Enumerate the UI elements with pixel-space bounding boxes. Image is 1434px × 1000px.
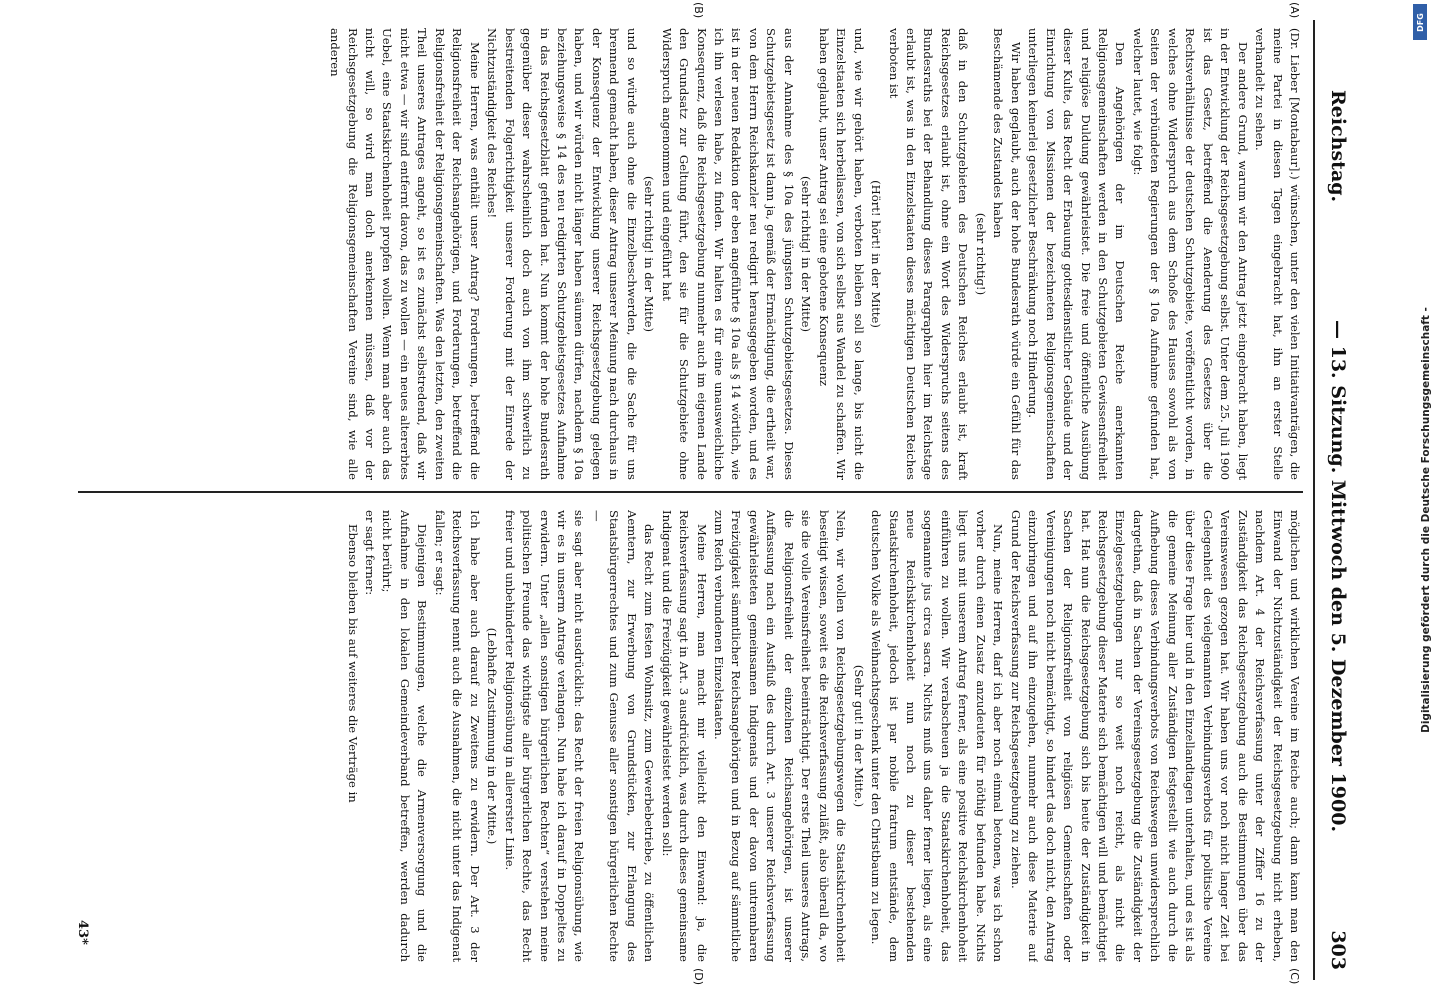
left-column-paragraph: Der andere Grund, warum wir den Antrag jetzt eingebracht haben, liegt in der Entwicklung der Reichsgesetzgebung selbst. Unter dem 25. Juli 1900 ist das Gesetz, betreffend die Aenderung des Gesetzes über die Rechtsverhältnisse der deutschen Schutzgebiete, veröffentlicht worden, in welches ohne Widerspruch aus dem Schoße des Hauses sowohl als von Seiten der verbündeten Regierungen der § 10a Aufnahme gefunden hat, welcher lautet, wie folgt: [1130, 28, 1250, 480]
header-center: — 13. Sitzung. Mittwoch den 5. Dezember 1900. [1327, 320, 1349, 833]
right-column-paragraph: das Recht zum festen Wohnsitz, zum Gewerbebetriebe, zu öffentlichen Aemtern, zur Erwerbung von Grundstücken, zur Erlangung des Staatsbürgerrechtes und zum Genusse aller sonstigen bürgerlichen Rechte — [589, 510, 657, 962]
margin-mark-a: (A) [1288, 2, 1301, 19]
page-number: 303 [1327, 930, 1349, 970]
margin-mark-c: (C) [1288, 968, 1301, 985]
right-column-paragraph: Meine Herren, man macht mir vielleicht den Einwand: ja, die Reichsverfassung sagt in Art. 3 ausdrücklich, was durch dieses gemeinsame Indigenat und die Freizügigkeit gewährleistet werden soll: [659, 510, 709, 962]
right-column-paragraph: sie sagt aber nicht ausdrücklich: das Recht der freien Religionsübung, wie wir es in unserm Antrage verlangen. Nun habe ich darauf in Doppeltes zu erwidern. Unter „allen sonstigen bürgerlichen Rechten“ verstehen meine politischen Freunde das wichtigste aller bürgerlichen Rechte, das Recht freier und unbehinderter Religionsübung in allererster Linie. [502, 510, 587, 962]
right-column [78, 510, 1303, 962]
left-column-paragraph: aus der Annahme des § 10a des jüngsten Schutzgebietsgesetzes. Dieses Schutzgebietsgesetz ist dann ja, gemäß der Ermächtigung, die ertheilt war, von dem Herrn Reichskanzler neu redigirt herausgegeben worden, und es ist in der neuen Redaktion der eben angeführte § 10a als § 14 wörtlich, wie ich ihn verlesen habe, zu finden. Wir halten es für eine unausweichliche Konsequenz, daß die Reichsgesetzgebung nunmehr auch im eigenen Lande den Grundsatz zur Geltung führt, den sie für die Schutzgebiete ohne Widerspruch angenommen und eingeführt hat [659, 28, 796, 480]
left-column-interjection: (Hört! hört! in der Mitte) [869, 180, 884, 328]
left-column-interjection: (sehr richtig! in der Mitte) [799, 175, 814, 333]
right-column-paragraph: möglichen und wirklichen Vereine im Reiche auch; dann kann man den Einwand der Nichtzuständigkeit der Reichsgesetzgebung nicht erheben, nachdem Art. 4 der Reichsverfassung unter der Ziffer 16 zu der Zuständigkeit das Reichsgesetzgebung auch die Bestimmungen über das Vereinswesen gezogen hat. Wir haben uns vor noch nicht langer Zeit bei Gelegenheit des vielgenannten Verbindungsverbots für politische Vereine über diese Frage hier und in den Einzellandtagen unterhalten, und es ist als die gemeine Meinung aller Zuständigen festgestellt wie auch durch die Aufhebung dieses Verbindungsverbots von Reichswegen unwidersprechlich dargethan, daß in Sachen der Vereinsgesetzgebung die Zuständigkeit der Einzelgesetzgebungen nur so weit noch reicht, als nicht die Reichsgesetzgebung dieser Materie sich bemächtigen will und bemächtiget hat. Hat nun die Reichsgesetzgebung sich bis heute der Zuständigkeit in Sachen der Religionsfreiheit von religiösen Gemeinschaften oder Vereinigungen noch nicht bemächtigt, so hindert das doch nicht, den Antrag einzubringen und auf ihn einzugehen, nunmehr auch diese Materie auf Grund der Reichsverfassung zur Reichsgesetzgebung zu ziehen. [1008, 510, 1302, 962]
header-rule [1313, 20, 1315, 980]
left-column-paragraph: und so würde auch ohne die Einzelbeschwerden, die die Sache für uns brennend gemacht haben, dieser Antrag unserer Meinung nach durchaus in der Konsequenz der Entwicklung unserer Reichsgesetzgebung gelegen haben, und wir würden nicht länger haben säumen dürfen, nachdem § 10a beziehungsweise § 14 des neu redigirten Schutzgebietsgesetzes Aufnahme in das Reichsgesetzblatt gefunden hat. Nun kommt der hohe Bundesrath gegenüber dieser wahrscheinlich doch auch von ihm schwerlich zu bestreitenden Folgerichtigkeit unserer Forderung mit der Einrede der Nichtzuständigkeit des Reiches! [485, 28, 639, 480]
right-column-interjection: (Sehr gut! in der Mitte.) [851, 664, 866, 808]
right-column-paragraph: Diejenigen Bestimmungen, welche die Armenversorgung und die Aufnahme in den lokalen Gemeindeverband betreffen, werden dadurch nicht berührt; [380, 510, 430, 962]
right-column-paragraph: er sagt ferner: [362, 510, 377, 596]
margin-mark-b: (B) [692, 2, 705, 19]
left-column-paragraph: Meine Herren, was enthält unser Antrag? Forderungen, betreffend die Religionsfreiheit der Reichsangehörigen, und Forderungen, betreffend die Religionsfreiheit der Religionsgemeinschaften. Was den letzten, den zweiten Theil unseres Antrages angeht, so ist es zunächst selbstredend, daß wir nicht etwa — wir sind entfernt davon, das zu wollen — ein neues altererbtes Uebel, eine Staatskirchenhoheit propfen wollen. Wenn man aber auch das nicht will, so wird man doch anerkennen müssen, daß vor der Reichsgesetzgebung die Religionsgemeinschaften Vereine sind, wie alle anderen [328, 28, 482, 480]
digitization-credit-text: Digitalisierung gefördert durch die Deutsche Forschungsgemeinschaft - [1420, 307, 1432, 733]
left-column-interjection: (sehr richtig!) [973, 212, 988, 296]
left-column-paragraph: (Dr. Lieber [Montabaur].) wünschen, unter den vielen Initiativanträgen, die meine Partei in diesen Tagen eingebracht hat, ihn an erster Stelle verhandelt zu sehen. [1253, 28, 1302, 480]
right-column-paragraph: Ebenso bleiben bis auf weiteres die Verträge in [345, 524, 360, 803]
running-head [1319, 20, 1357, 980]
dfg-logo [1413, 4, 1427, 40]
right-column-paragraph: Ich habe aber auch darauf zu Zweitens zu erwidern. Der Art. 3 der Reichsverfassung nennt auch die Ausnahmen, die nicht unter das Indigenat fallen; er sagt: [432, 510, 482, 962]
right-column-paragraph: Nun, meine Herren, darf ich aber noch einmal betonen, was ich schon vorher durch einen Zusatz anzudeuten für nöthig befunden habe. Nichts liegt uns mit unserem Antrag ferner, als eine positive Reichskirchenhoheit einführen zu wollen. Wir verabscheuen ja die Staatskirchenhoheit, das sogenannte jus circa sacra. Nichts muß uns daher ferner liegen, als eine neue Reichskirchenhoheit nun noch zu dieser bestehenden Staatskirchenhoheit, jedoch ist par nobile fratrum entstände, dem deutschen Volke als Weihnachtsgeschenk unter den Christbaum zu legen. [869, 510, 1006, 962]
document-page [65, 0, 1365, 1000]
column-divider [78, 491, 1303, 493]
digitization-credit [1420, 307, 1432, 733]
left-column-paragraph: Den Angehörigen der im Deutschen Reiche anerkannten Religionsgemeinschaften werden in den Schutzgebieten Gewissensfreiheit und religiöse Duldung gewährleistet. Die freie und öffentliche Ausübung dieser Kulte, das Recht der Erbauung gottesdienstlicher Gebäude und der Einrichtung von Missionen der bezeichneten Religionsgemeinschaften unterliegen keinerlei gesetzlicher Beschränkung noch Hinderung. [1026, 28, 1128, 480]
right-column-paragraph: Nein, wir wollen von Reichsgesetzgebungswegen die Staatskirchenhoheit beseitigt wissen, soweit es die Reichsverfassung zuläßt, also überall da, wo sie die volle Vereinsfreiheit beeinträchtigt. Der erste Theil unseres Antrags, die Religionsfreiheit der einzelnen Reichsangehörigen, ist unserer Auffassung nach ein Ausfluß des durch Art. 3 unserer Reichsverfassung gewährleisteten gemeinsamen Indigenats und der davon untrennbaren Freizügigkeit sämmtlicher Reichsangehörigen und in Bezug auf sämmtliche zum Reich verbundenen Einzelstaaten. [712, 510, 849, 962]
signature-mark: 43* [75, 920, 90, 945]
right-column-interjection: (Lebhafte Zustimmung in der Mitte.) [485, 627, 500, 845]
left-column-interjection: (sehr richtig! in der Mitte) [642, 175, 657, 333]
left-column-paragraph: und, wie wir gehört haben, verboten bleiben soll so lange, bis nicht die Einzelstaaten sich herbeilassen, von sich selbst aus Wandel zu schaffen. Wir haben geglaubt, unser Antrag sei eine gebotene Konsequenz [816, 28, 866, 480]
left-column [78, 28, 1303, 480]
header-left: Reichstag. [1327, 90, 1349, 203]
left-column-paragraph: daß in den Schutzgebieten des Deutschen Reiches erlaubt ist, kraft Reichsgesetzes erlaubt ist, ohne ein Wort des Widerspruchs seitens des Bundesraths bei der Behandlung dieses Paragraphen hier im Reichstage erlaubt ist, was in den Einzelstaaten dieses mächtigen Deutschen Reiches verboten ist [886, 28, 971, 480]
dfg-logo-text: DFG [1415, 12, 1425, 32]
left-column-paragraph: Wir haben geglaubt, auch der hohe Bundesrath würde ein Gefühl für das Beschämende des Zustandes haben [991, 28, 1023, 480]
margin-mark-d: (D) [692, 968, 705, 986]
